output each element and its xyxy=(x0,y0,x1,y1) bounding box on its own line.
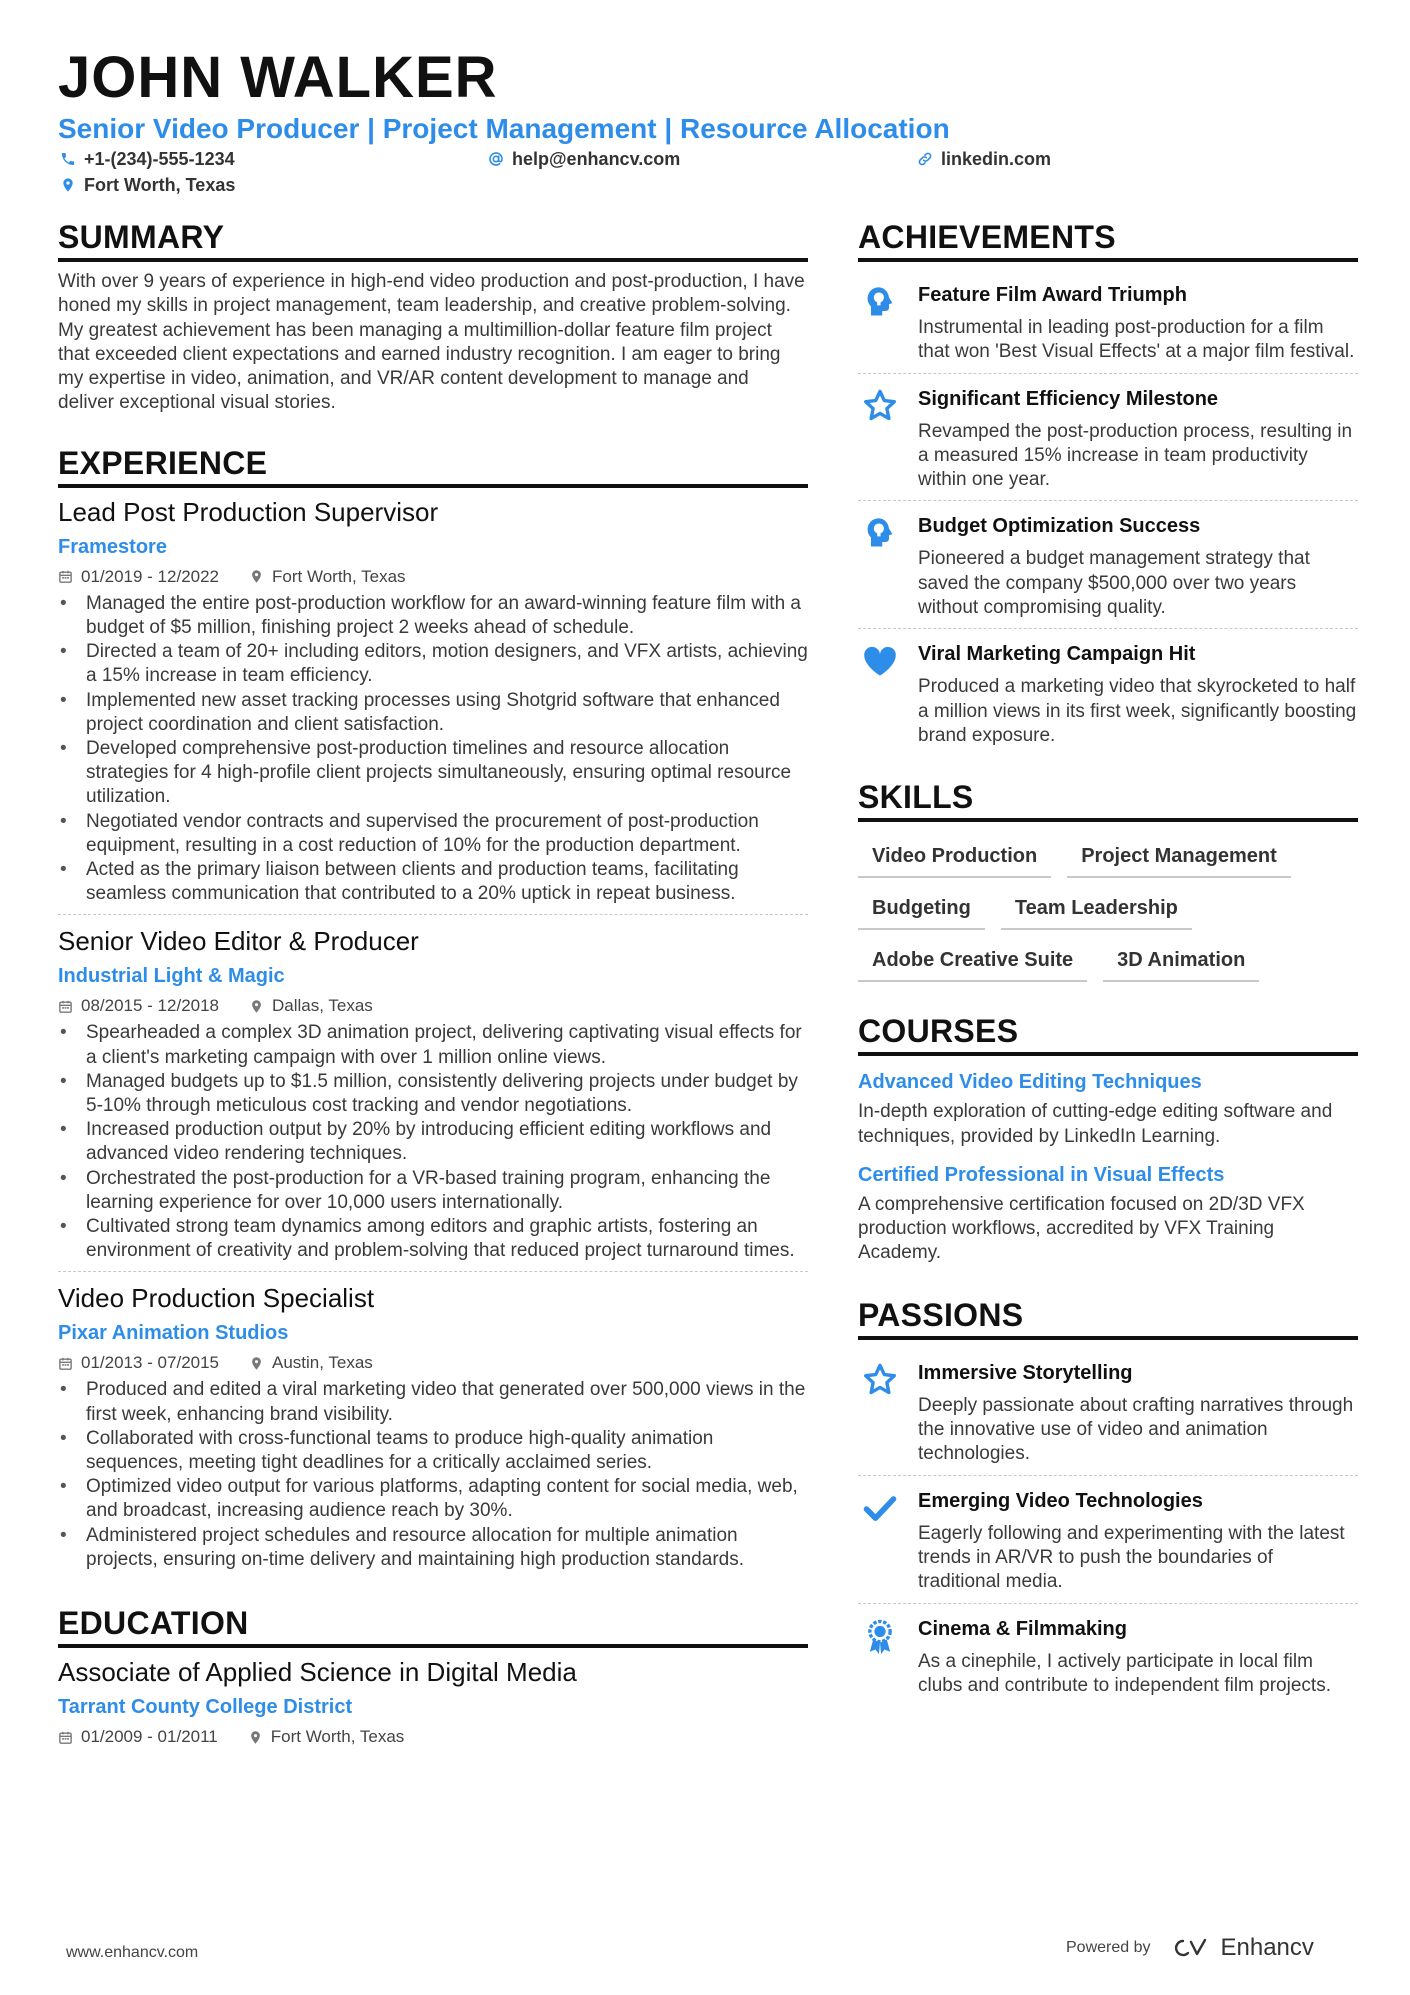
education-dates xyxy=(58,1726,218,1748)
location-pin-icon xyxy=(248,1730,263,1745)
school-name[interactable]: Tarrant County College District xyxy=(58,1696,353,1719)
achievement-desc: Produced a marketing video that skyrocketed to half a million views in its first week, significantly boosting brand exposure. xyxy=(918,676,1357,746)
brand-logo[interactable] xyxy=(1169,1934,1314,1962)
skill-tag: 3D Animation xyxy=(1103,942,1259,982)
course-title[interactable]: Certified Professional in Visual Effects xyxy=(858,1163,1225,1186)
job-location-text: Austin, Texas xyxy=(272,1353,373,1373)
list-item: • Acted as the primary liaison between clients and production teams, facilitating seamless communication that contributed to a 20% uptick in repeat business. xyxy=(58,858,808,906)
job-title: Senior Video Editor & Producer xyxy=(58,926,419,957)
head-bulb-icon xyxy=(862,284,898,320)
heart-icon xyxy=(862,643,898,679)
at-icon xyxy=(488,151,504,167)
job-company[interactable]: Pixar Animation Studios xyxy=(58,1322,289,1345)
list-item: • Orchestrated the post-production for a VR-based training program, enhancing the learning experience for over 10,000 users internationally. xyxy=(58,1167,808,1215)
achievement-item xyxy=(858,501,1358,629)
job-meta xyxy=(58,995,808,1017)
job-dates xyxy=(58,566,219,588)
footer-website[interactable]: www.enhancv.com xyxy=(66,1944,199,1961)
email-text: help@enhancv.com xyxy=(512,149,681,169)
passion-title: Emerging Video Technologies xyxy=(918,1489,1203,1512)
calendar-icon xyxy=(58,999,73,1014)
job-entry xyxy=(58,496,808,916)
location-pin-icon xyxy=(249,999,264,1014)
achievement-item xyxy=(858,629,1358,756)
achievement-title: Significant Efficiency Milestone xyxy=(918,387,1219,410)
brand-name: Enhancv xyxy=(1220,1934,1314,1961)
education-location xyxy=(248,1726,405,1748)
education-dates-text: 01/2009 - 01/2011 xyxy=(81,1727,218,1747)
phone-text: +1-(234)-555-1234 xyxy=(84,149,235,169)
link-icon xyxy=(917,151,933,167)
linkedin-text: linkedin.com xyxy=(941,149,1052,169)
achievement-title: Budget Optimization Success xyxy=(918,515,1201,538)
job-title: Video Production Specialist xyxy=(58,1283,375,1314)
checkmark-icon xyxy=(862,1490,898,1526)
job-title: Lead Post Production Supervisor xyxy=(58,496,439,527)
job-location xyxy=(249,1352,373,1374)
list-item: • Developed comprehensive post-production timelines and resource allocation strategies for 4 high-profile client projects simultaneously, ensuring optimal resource utilization. xyxy=(58,737,808,810)
job-bullets xyxy=(58,592,808,907)
award-ribbon-icon xyxy=(862,1618,898,1654)
skill-tag: Budgeting xyxy=(858,890,985,930)
passion-desc: Deeply passionate about crafting narratives through the innovative use of video and animation technologies. xyxy=(918,1394,1354,1465)
summary-heading: SUMMARY xyxy=(58,218,808,262)
star-icon xyxy=(862,388,898,424)
job-dates-text: 08/2015 - 12/2018 xyxy=(81,996,220,1016)
calendar-icon xyxy=(58,1730,73,1745)
candidate-name: JOHN WALKER xyxy=(58,45,498,110)
left-column xyxy=(58,218,808,1748)
contact-location xyxy=(60,174,235,196)
location-pin-icon xyxy=(249,1356,264,1371)
list-item: • Cultivated strong team dynamics among editors and graphic artists, fostering an environment of creativity and problem-solving that reduced project turnaround times. xyxy=(58,1215,808,1263)
passion-item xyxy=(858,1348,1358,1476)
passion-title: Immersive Storytelling xyxy=(918,1361,1133,1384)
job-entry xyxy=(58,925,808,1272)
job-entry xyxy=(58,1282,808,1580)
achievements-heading: ACHIEVEMENTS xyxy=(858,218,1358,262)
skill-tag: Adobe Creative Suite xyxy=(858,942,1087,982)
job-location xyxy=(249,566,406,588)
achievement-title: Viral Marketing Campaign Hit xyxy=(918,643,1196,666)
courses-heading: COURSES xyxy=(858,1012,1358,1056)
location-pin-icon xyxy=(60,177,76,193)
job-dates-text: 01/2013 - 07/2015 xyxy=(81,1353,220,1373)
skills-heading: SKILLS xyxy=(858,778,1358,822)
job-dates xyxy=(58,1352,219,1374)
list-item: • Collaborated with cross-functional teams to produce high-quality animation sequences, meeting tight deadlines for a critically acclaimed series. xyxy=(58,1427,808,1475)
passion-item xyxy=(858,1604,1358,1707)
calendar-icon xyxy=(58,569,73,584)
course-desc: A comprehensive certification focused on 2D/3D VFX production workflows, accredited by VFX Training Academy. xyxy=(858,1193,1305,1264)
calendar-icon xyxy=(58,1356,73,1371)
education-meta xyxy=(58,1726,808,1748)
footer-branding xyxy=(1066,1934,1314,1962)
job-dates-text: 01/2019 - 12/2022 xyxy=(81,566,220,586)
passion-item xyxy=(858,1476,1358,1604)
list-item: • Administered project schedules and resource allocation for multiple animation projects, ensuring on-time delivery and maintaining high production standards. xyxy=(58,1524,808,1572)
powered-by-label: Powered by xyxy=(1066,1939,1151,1956)
skill-tag: Team Leadership xyxy=(1001,890,1192,930)
job-bullets xyxy=(58,1021,808,1263)
location-text: Fort Worth, Texas xyxy=(84,175,236,195)
head-bulb-icon xyxy=(862,515,898,551)
job-meta xyxy=(58,566,808,588)
list-item: • Managed budgets up to $1.5 million, consistently delivering projects under budget by 5-10% through meticulous cost tracking and vendor negotiations. xyxy=(58,1070,808,1118)
list-item: • Spearheaded a complex 3D animation project, delivering captivating visual effects for a client's marketing campaign with over 1 million online views. xyxy=(58,1021,808,1069)
course-title[interactable]: Advanced Video Editing Techniques xyxy=(858,1071,1202,1094)
star-icon xyxy=(862,1362,898,1398)
job-bullets xyxy=(58,1378,808,1572)
education-heading: EDUCATION xyxy=(58,1604,808,1648)
list-item: • Managed the entire post-production workflow for an award-winning feature film with a budget of $5 million, finishing project 2 weeks ahead of schedule. xyxy=(58,592,808,640)
passion-desc: Eagerly following and experimenting with the latest trends in AR/VR to push the boundaries of traditional media. xyxy=(918,1522,1345,1593)
list-item: • Implemented new asset tracking processes using Shotgrid software that enhanced project coordination and client satisfaction. xyxy=(58,689,808,737)
course-item xyxy=(858,1070,1358,1149)
job-meta xyxy=(58,1352,808,1374)
list-item: • Increased production output by 20% by introducing efficient editing workflows and advanced video rendering techniques. xyxy=(58,1118,808,1166)
skills-list xyxy=(858,838,1358,982)
passion-desc: As a cinephile, I actively participate in local film clubs and contribute to independent film projects. xyxy=(918,1650,1331,1696)
achievement-desc: Revamped the post-production process, resulting in a measured 15% increase in team productivity within one year. xyxy=(918,420,1353,491)
list-item: • Directed a team of 20+ including editors, motion designers, and VFX artists, achieving a 15% increase in team efficiency. xyxy=(58,640,808,688)
candidate-title: Senior Video Producer | Project Management | Resource Allocation xyxy=(58,113,950,144)
education-location-text: Fort Worth, Texas xyxy=(270,1727,405,1747)
job-company[interactable]: Industrial Light & Magic xyxy=(58,965,285,988)
list-item: • Produced and edited a viral marketing video that generated over 500,000 views in the first week, enhancing brand visibility. xyxy=(58,1378,808,1426)
degree-title: Associate of Applied Science in Digital Media xyxy=(58,1657,577,1688)
course-item xyxy=(858,1163,1358,1266)
passion-title: Cinema & Filmmaking xyxy=(918,1617,1127,1640)
achievement-item xyxy=(858,270,1358,374)
skill-tag: Video Production xyxy=(858,838,1051,878)
job-location xyxy=(249,995,373,1017)
summary-text: With over 9 years of experience in high-end video production and post-production, I have honed my skills in project management, team leadership, and creative problem-solving. My greatest achievement has been managing a multimillion-dollar feature film project that exceeded client expectations and earned industry recognition. I am eager to bring my expertise in video, animation, and VR/AR content development to manage and deliver exceptional visual stories. xyxy=(58,271,805,414)
contact-linkedin[interactable] xyxy=(917,148,1051,170)
job-location-text: Fort Worth, Texas xyxy=(272,566,406,586)
experience-heading: EXPERIENCE xyxy=(58,444,808,488)
achievement-title: Feature Film Award Triumph xyxy=(918,284,1187,306)
contact-phone[interactable] xyxy=(60,148,235,170)
achievement-desc: Pioneered a budget management strategy that saved the company $500,000 over two years without compromising quality. xyxy=(918,548,1310,619)
contact-email[interactable] xyxy=(488,148,680,170)
achievement-item xyxy=(858,374,1358,502)
course-desc: In-depth exploration of cutting-edge editing software and techniques, provided by LinkedIn Learning. xyxy=(858,1101,1333,1147)
right-column xyxy=(858,218,1358,1706)
list-item: • Optimized video output for various platforms, adapting content for social media, web, and broadcast, increasing audience reach by 30%. xyxy=(58,1475,808,1523)
location-pin-icon xyxy=(249,569,264,584)
passions-heading: PASSIONS xyxy=(858,1296,1358,1340)
job-company[interactable]: Framestore xyxy=(58,535,167,558)
skill-tag: Project Management xyxy=(1067,838,1291,878)
job-location-text: Dallas, Texas xyxy=(272,996,373,1016)
list-item: • Negotiated vendor contracts and supervised the procurement of post-production equipment, resulting in a cost reduction of 10% for the production department. xyxy=(58,810,808,858)
phone-icon xyxy=(60,151,76,167)
job-dates xyxy=(58,995,219,1017)
enhancv-logo-icon xyxy=(1169,1936,1213,1960)
achievement-desc: Instrumental in leading post-production for a film that won 'Best Visual Effects' at a major film festival. xyxy=(918,317,1355,363)
